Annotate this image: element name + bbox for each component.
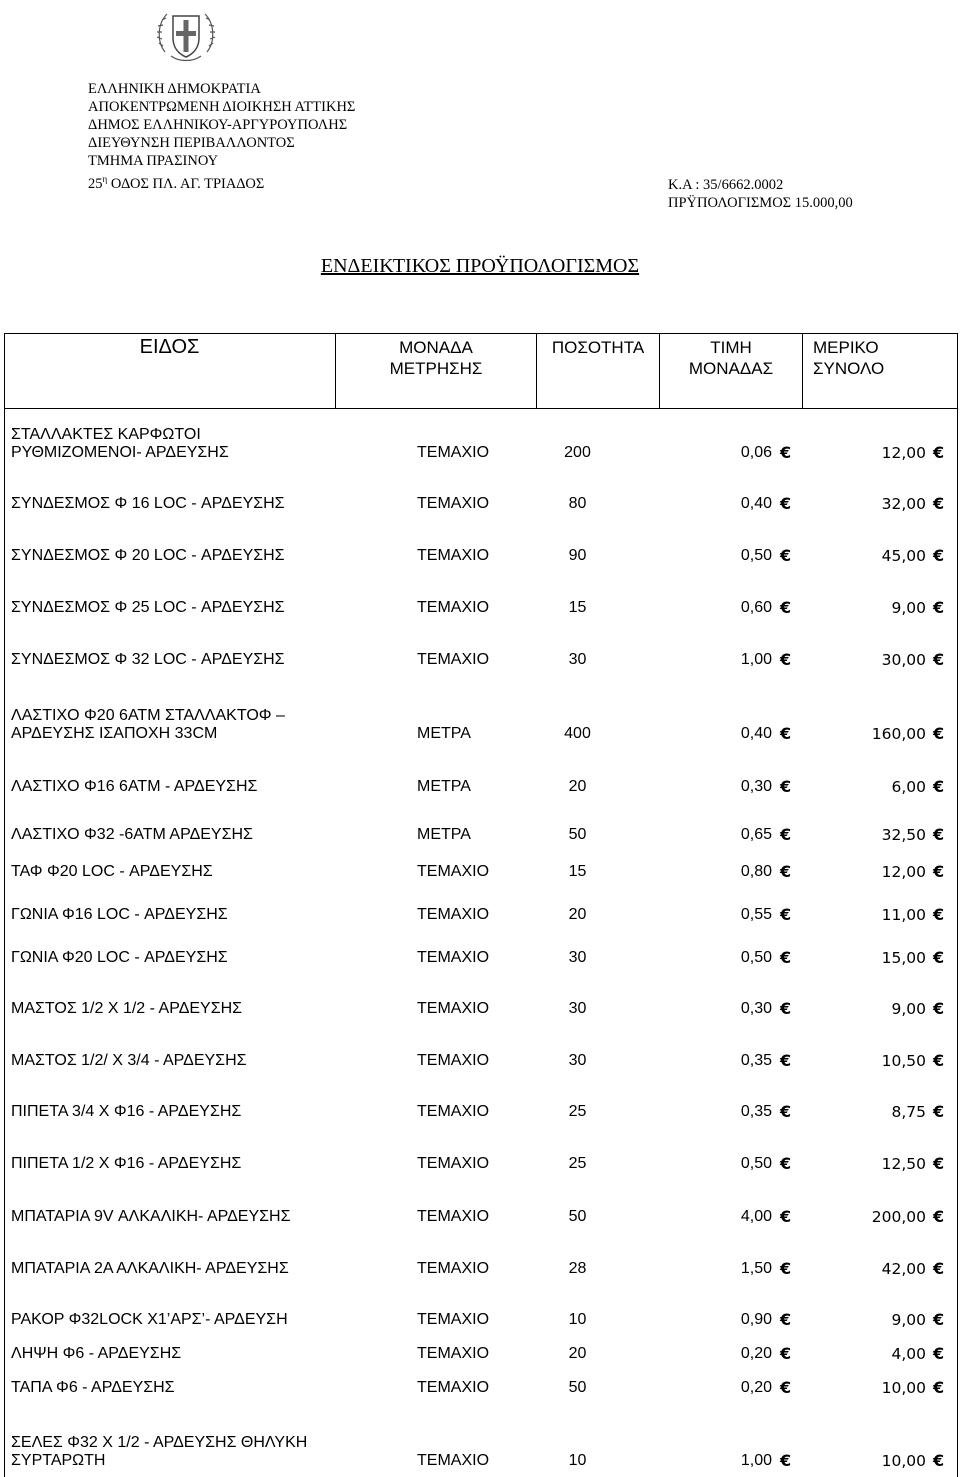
- unit-price: 0,50: [740, 1155, 772, 1172]
- col-header-unit-line2: ΜΕΤΡΗΣΗΣ: [389, 359, 483, 378]
- euro-sign-icon: €: [933, 1207, 945, 1226]
- euro-sign-icon: €: [780, 905, 792, 924]
- unit-price: 1,00: [740, 1452, 772, 1469]
- col-header-price: [660, 337, 802, 411]
- line-total: 160,00: [871, 725, 926, 743]
- col-header-total-line2: ΣΥΝΟΛΟ: [813, 359, 885, 378]
- line-total: 11,00: [881, 906, 926, 924]
- quantity-value: 20: [568, 906, 587, 923]
- line-total: 200,00: [871, 1208, 926, 1226]
- unit-of-measure: ΤΕΜΑΧΙΟ: [417, 495, 490, 512]
- euro-sign-icon: €: [780, 1378, 792, 1397]
- euro-sign-icon: €: [933, 1378, 945, 1397]
- unit-price: 0,90: [740, 1311, 772, 1328]
- euro-sign-icon: €: [780, 948, 792, 967]
- line-total: 32,50: [881, 826, 926, 844]
- euro-sign-icon: €: [780, 546, 792, 565]
- line-total: 12,50: [881, 1155, 926, 1173]
- item-description: ΣΤΑΛΛΑΚΤΕΣ ΚΑΡΦΩΤΟΙ: [11, 426, 201, 443]
- euro-sign-icon: €: [780, 825, 792, 844]
- item-description: ΛΗΨΗ Φ6 - ΑΡΔΕΥΣΗΣ: [11, 1345, 182, 1362]
- euro-sign-icon: €: [780, 598, 792, 617]
- col-header-total-line1: ΜΕΡΙΚΟ: [813, 338, 879, 357]
- quantity-value: 200: [564, 444, 591, 461]
- euro-sign-icon: €: [933, 905, 945, 924]
- line-total: 32,00: [881, 495, 926, 513]
- item-description: ΣΕΛΕΣ Φ32 Χ 1/2 - ΑΡΔΕΥΣΗΣ ΘΗΛΥΚΗ: [11, 1434, 308, 1451]
- ka-code: Κ.Α : 35/6662.0002: [668, 177, 784, 193]
- item-description: ΛΑΣΤΙΧΟ Φ32 -6ΑΤΜ ΑΡΔΕΥΣΗΣ: [11, 826, 253, 843]
- quantity-value: 15: [568, 599, 587, 616]
- quantity-value: 10: [568, 1311, 587, 1328]
- col-header-unit-line1: ΜΟΝΑΔΑ: [399, 338, 473, 357]
- quantity-value: 50: [568, 826, 587, 843]
- unit-price: 0,30: [740, 778, 772, 795]
- line-total: 42,00: [881, 1260, 926, 1278]
- item-description-line2: ΡΥΘΜΙΖΟΜΕΝΟΙ- ΑΡΔΕΥΣΗΣ: [11, 444, 229, 461]
- euro-sign-icon: €: [780, 1154, 792, 1173]
- euro-sign-icon: €: [780, 724, 792, 743]
- unit-of-measure: ΤΕΜΑΧΙΟ: [417, 949, 490, 966]
- header-line-municipality: ΔΗΜΟΣ ΕΛΛΗΝΙΚΟΥ-ΑΡΓΥΡΟΥΠΟΛΗΣ: [88, 117, 348, 133]
- item-description: ΣΥΝΔΕΣΜΟΣ Φ 32 LOC - ΑΡΔΕΥΣΗΣ: [11, 651, 285, 668]
- line-total: 8,75: [891, 1103, 926, 1121]
- unit-price: 0,50: [740, 949, 772, 966]
- quantity-value: 80: [568, 495, 587, 512]
- quantity-value: 30: [568, 1052, 587, 1069]
- unit-of-measure: ΤΕΜΑΧΙΟ: [417, 1103, 490, 1120]
- street-suffix: η: [102, 174, 108, 184]
- item-description: ΣΥΝΔΕΣΜΟΣ Φ 16 LOC - ΑΡΔΕΥΣΗΣ: [11, 495, 285, 512]
- euro-sign-icon: €: [780, 650, 792, 669]
- line-total: 30,00: [881, 651, 926, 669]
- item-description: ΛΑΣΤΙΧΟ Φ16 6ΑΤΜ - ΑΡΔΕΥΣΗΣ: [11, 778, 258, 795]
- col-header-quantity-label: ΠΟΣΟΤΗΤΑ: [551, 338, 645, 357]
- euro-sign-icon: €: [933, 1344, 945, 1363]
- item-description: ΜΑΣΤΟΣ 1/2/ Χ 3/4 - ΑΡΔΕΥΣΗΣ: [11, 1052, 247, 1069]
- unit-price: 0,35: [740, 1103, 772, 1120]
- quantity-value: 30: [568, 1000, 587, 1017]
- item-description: ΠΙΠΕΤΑ 3/4 Χ Φ16 - ΑΡΔΕΥΣΗΣ: [11, 1103, 242, 1120]
- line-total: 10,00: [881, 1379, 926, 1397]
- unit-price: 0,35: [740, 1052, 772, 1069]
- line-total: 9,00: [891, 1000, 926, 1018]
- unit-of-measure: ΤΕΜΑΧΙΟ: [417, 599, 490, 616]
- line-total: 4,00: [891, 1345, 926, 1363]
- unit-price: 4,00: [740, 1208, 772, 1225]
- item-description: ΠΙΠΕΤΑ 1/2 Χ Φ16 - ΑΡΔΕΥΣΗΣ: [11, 1155, 242, 1172]
- col-header-unit: [336, 337, 536, 411]
- euro-sign-icon: €: [780, 1207, 792, 1226]
- quantity-value: 25: [568, 1103, 587, 1120]
- euro-sign-icon: €: [933, 1310, 945, 1329]
- header-line-directorate: ΔΙΕΥΘΥΝΣΗ ΠΕΡΙΒΑΛΛΟΝΤΟΣ: [88, 135, 295, 151]
- item-description: ΓΩΝΙΑ Φ16 LOC - ΑΡΔΕΥΣΗΣ: [11, 906, 228, 923]
- item-description: ΤΑΠΑ Φ6 - ΑΡΔΕΥΣΗΣ: [11, 1379, 175, 1396]
- euro-sign-icon: €: [933, 443, 945, 462]
- unit-price: 0,20: [740, 1379, 772, 1396]
- unit-price: 0,40: [740, 495, 772, 512]
- quantity-value: 30: [568, 651, 587, 668]
- unit-of-measure: ΜΕΤΡΑ: [417, 725, 471, 742]
- unit-of-measure: ΤΕΜΑΧΙΟ: [417, 444, 490, 461]
- unit-of-measure: ΤΕΜΑΧΙΟ: [417, 1155, 490, 1172]
- unit-of-measure: ΤΕΜΑΧΙΟ: [417, 547, 490, 564]
- unit-price: 0,55: [740, 906, 772, 923]
- line-total: 12,00: [881, 444, 926, 462]
- euro-sign-icon: €: [933, 1102, 945, 1121]
- quantity-value: 15: [568, 863, 587, 880]
- unit-price: 0,40: [740, 725, 772, 742]
- quantity-value: 90: [568, 547, 587, 564]
- unit-of-measure: ΤΕΜΑΧΙΟ: [417, 1345, 490, 1362]
- greek-coat-of-arms-emblem: [153, 2, 219, 68]
- quantity-value: 50: [568, 1379, 587, 1396]
- quantity-value: 10: [568, 1452, 587, 1469]
- line-total: 45,00: [881, 547, 926, 565]
- euro-sign-icon: €: [780, 777, 792, 796]
- item-description: ΤΑΦ Φ20 LOC - ΑΡΔΕΥΣΗΣ: [11, 863, 213, 880]
- col-header-item-label: ΕΙΔΟΣ: [139, 336, 200, 358]
- unit-price: 0,30: [740, 1000, 772, 1017]
- line-total: 15,00: [881, 949, 926, 967]
- euro-sign-icon: €: [780, 1259, 792, 1278]
- line-total: 10,50: [881, 1052, 926, 1070]
- line-total: 12,00: [881, 863, 926, 881]
- unit-price: 1,50: [740, 1260, 772, 1277]
- unit-of-measure: ΜΕΤΡΑ: [417, 778, 471, 795]
- quantity-value: 400: [564, 725, 591, 742]
- euro-sign-icon: €: [780, 1451, 792, 1470]
- item-description: ΜΠΑΤΑΡΙΑ 2Α ΑΛΚΑΛΙΚΗ- ΑΡΔΕΥΣΗΣ: [11, 1260, 289, 1277]
- euro-sign-icon: €: [780, 1102, 792, 1121]
- item-description: ΓΩΝΙΑ Φ20 LOC - ΑΡΔΕΥΣΗΣ: [11, 949, 228, 966]
- unit-of-measure: ΤΕΜΑΧΙΟ: [417, 1452, 490, 1469]
- street-number: 25: [88, 175, 103, 192]
- unit-price: 0,80: [740, 863, 772, 880]
- line-total: 6,00: [891, 778, 926, 796]
- euro-sign-icon: €: [933, 825, 945, 844]
- quantity-value: 30: [568, 949, 587, 966]
- euro-sign-icon: €: [933, 546, 945, 565]
- euro-sign-icon: €: [933, 948, 945, 967]
- item-description: ΜΠΑΤΑΡΙΑ 9V ΑΛΚΑΛΙΚΗ- ΑΡΔΕΥΣΗΣ: [11, 1208, 291, 1225]
- euro-sign-icon: €: [933, 724, 945, 743]
- euro-sign-icon: €: [933, 494, 945, 513]
- euro-sign-icon: €: [780, 999, 792, 1018]
- quantity-value: 50: [568, 1208, 587, 1225]
- col-header-total: [803, 337, 913, 411]
- unit-price: 0,06: [740, 444, 772, 461]
- reference-block: [668, 176, 853, 212]
- euro-sign-icon: €: [933, 650, 945, 669]
- euro-sign-icon: €: [780, 1310, 792, 1329]
- col-header-price-line1: ΤΙΜΗ: [710, 338, 752, 357]
- col-header-item: [4, 337, 335, 411]
- euro-sign-icon: €: [933, 598, 945, 617]
- quantity-value: 25: [568, 1155, 587, 1172]
- euro-sign-icon: €: [933, 999, 945, 1018]
- unit-of-measure: ΤΕΜΑΧΙΟ: [417, 1260, 490, 1277]
- quantity-value: 20: [568, 1345, 587, 1362]
- unit-of-measure: ΤΕΜΑΧΙΟ: [417, 1208, 490, 1225]
- quantity-value: 20: [568, 778, 587, 795]
- unit-of-measure: ΤΕΜΑΧΙΟ: [417, 906, 490, 923]
- euro-sign-icon: €: [780, 1051, 792, 1070]
- unit-price: 1,00: [740, 651, 772, 668]
- header-line-country: ΕΛΛΗΝΙΚΗ ΔΗΜΟΚΡΑΤΙΑ: [88, 81, 261, 97]
- euro-sign-icon: €: [933, 1451, 945, 1470]
- unit-price: 0,20: [740, 1345, 772, 1362]
- unit-of-measure: ΤΕΜΑΧΙΟ: [417, 1379, 490, 1396]
- item-description: ΛΑΣΤΙΧΟ Φ20 6ΑΤΜ ΣΤΑΛΛΑΚΤΟΦ –: [11, 707, 285, 724]
- item-description-line2: ΑΡΔΕΥΣΗΣ ΙΣΑΠΟΧΗ 33CM: [11, 725, 218, 742]
- item-description-line2: ΣΥΡΤΑΡΩΤΗ: [11, 1452, 106, 1469]
- line-total: 9,00: [891, 1311, 926, 1329]
- unit-of-measure: ΤΕΜΑΧΙΟ: [417, 1000, 490, 1017]
- col-header-price-line2: ΜΟΝΑΔΑΣ: [688, 359, 774, 378]
- document-title: [0, 255, 960, 278]
- street-name: ΟΔΟΣ ΠΛ. ΑΓ. ΤΡΙΑΔΟΣ: [107, 175, 265, 192]
- euro-sign-icon: €: [780, 494, 792, 513]
- item-description: ΣΥΝΔΕΣΜΟΣ Φ 25 LOC - ΑΡΔΕΥΣΗΣ: [11, 599, 285, 616]
- unit-of-measure: ΤΕΜΑΧΙΟ: [417, 651, 490, 668]
- unit-price: 0,60: [740, 599, 772, 616]
- header-line-administration: ΑΠΟΚΕΝΤΡΩΜΕΝΗ ΔΙΟΙΚΗΣΗ ΑΤΤΙΚΗΣ: [88, 99, 356, 115]
- euro-sign-icon: €: [933, 1154, 945, 1173]
- euro-sign-icon: €: [933, 1051, 945, 1070]
- unit-price: 0,65: [740, 826, 772, 843]
- unit-of-measure: ΤΕΜΑΧΙΟ: [417, 863, 490, 880]
- item-description: ΜΑΣΤΟΣ 1/2 Χ 1/2 - ΑΡΔΕΥΣΗΣ: [11, 1000, 243, 1017]
- header-line-street: [88, 170, 355, 193]
- budget-amount: ΠΡΫΠΟΛΟΓΙΣΜΟΣ 15.000,00: [668, 195, 853, 211]
- header-line-department: ΤΜΗΜΑ ΠΡΑΣΙΝΟΥ: [88, 153, 219, 169]
- item-description: ΣΥΝΔΕΣΜΟΣ Φ 20 LOC - ΑΡΔΕΥΣΗΣ: [11, 547, 285, 564]
- unit-of-measure: ΜΕΤΡΑ: [417, 826, 471, 843]
- line-total: 9,00: [891, 599, 926, 617]
- euro-sign-icon: €: [933, 777, 945, 796]
- col-header-quantity: [537, 337, 659, 411]
- unit-of-measure: ΤΕΜΑΧΙΟ: [417, 1052, 490, 1069]
- euro-sign-icon: €: [933, 862, 945, 881]
- unit-price: 0,50: [740, 547, 772, 564]
- document-title-text: ΕΝΔΕΙΚΤΙΚΟΣ ΠΡΟΫΠΟΛΟΓΙΣΜΟΣ: [320, 255, 640, 277]
- line-total: 10,00: [881, 1452, 926, 1470]
- unit-of-measure: ΤΕΜΑΧΙΟ: [417, 1311, 490, 1328]
- item-description: ΡΑΚΟΡ Φ32LOCK Χ1’ΑΡΣ’- ΑΡΔΕΥΣΗ: [11, 1311, 288, 1328]
- euro-sign-icon: €: [780, 1344, 792, 1363]
- euro-sign-icon: €: [780, 862, 792, 881]
- quantity-value: 28: [568, 1260, 587, 1277]
- euro-sign-icon: €: [933, 1259, 945, 1278]
- issuer-header: [88, 80, 355, 193]
- euro-sign-icon: €: [780, 443, 792, 462]
